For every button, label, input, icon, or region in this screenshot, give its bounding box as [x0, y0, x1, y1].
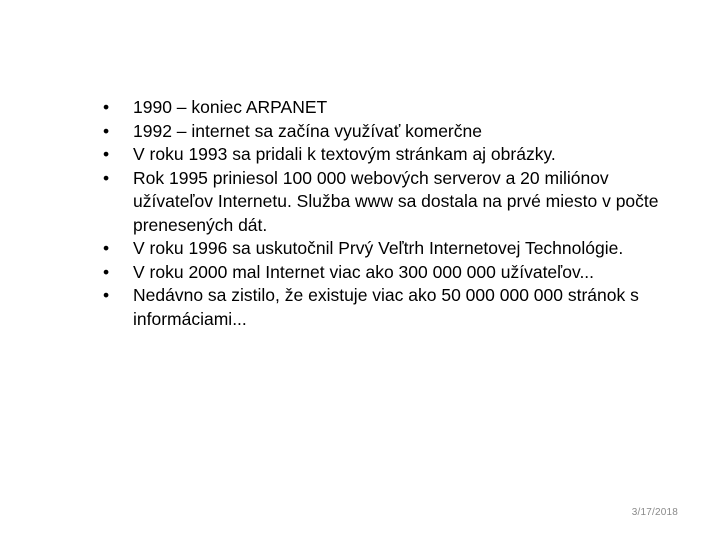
slide-date: 3/17/2018 — [631, 507, 678, 518]
bullet-item — [103, 237, 663, 261]
bullet-marker: • — [103, 97, 110, 117]
bullet-item — [103, 143, 663, 167]
bullet-marker: • — [103, 120, 110, 141]
bullet-text: V roku 2000 mal Internet viac ako 300 000 000 užívateľov... — [133, 261, 595, 282]
bullet-marker: • — [103, 285, 110, 305]
bullet-text: Rok 1995 priniesol 100 000 webových serverov a 20 miliónov užívateľov Internetu. Služba www sa dostala na prvé miesto v počte prenesených dát. — [133, 167, 659, 235]
bullet-text: Nedávno sa zistilo, že existuje viac ako 50 000 000 000 stránok s informáciami... — [133, 285, 639, 329]
bullet-text: 1992 – internet sa začína využívať komerčne — [133, 120, 482, 141]
bullet-marker: • — [103, 144, 110, 164]
bullet-text: V roku 1993 sa pridali k textovým stránkam aj obrázky. — [133, 144, 556, 164]
bullet-item — [103, 96, 663, 120]
bullet-item — [103, 167, 663, 238]
bullet-text: 1990 – koniec ARPANET — [133, 97, 328, 117]
bullet-marker: • — [103, 167, 110, 188]
bullet-text: V roku 1996 sa uskutočnil Prvý Veľtrh Internetovej Technológie. — [133, 238, 624, 258]
bullet-item — [103, 284, 663, 331]
bullet-marker: • — [103, 238, 110, 258]
bullet-item — [103, 120, 663, 144]
bullet-item — [103, 261, 663, 285]
bullet-marker: • — [103, 261, 110, 282]
bullet-list — [103, 96, 663, 331]
